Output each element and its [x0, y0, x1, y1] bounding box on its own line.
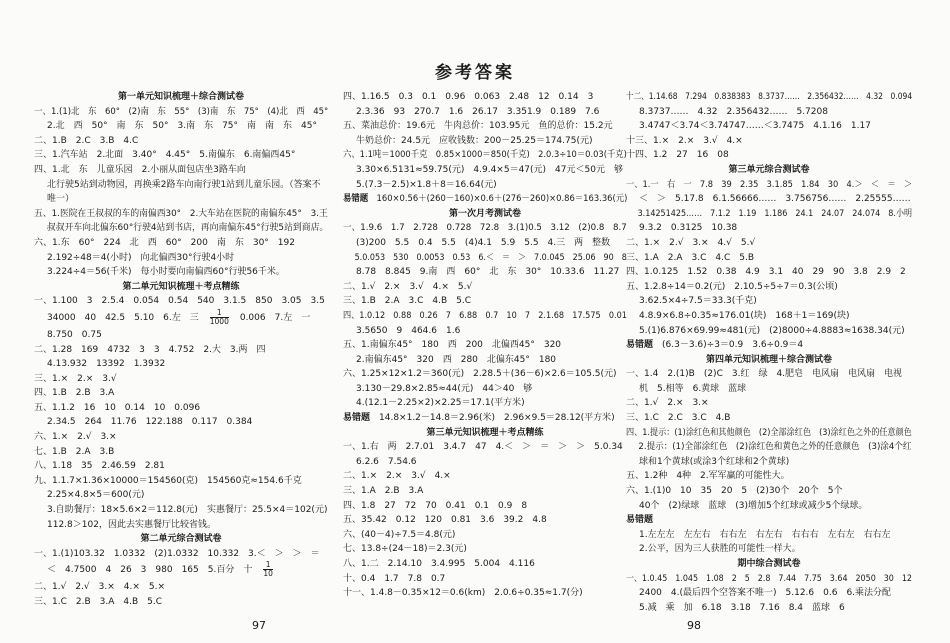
answer-line	[343, 192, 627, 207]
error-question-label: 易错题	[626, 515, 654, 526]
answer-line	[343, 557, 627, 572]
answer-line	[343, 396, 627, 411]
answer-line	[34, 148, 328, 163]
answer-line	[34, 251, 328, 266]
answer-line	[626, 280, 912, 295]
line-text: 三、1.A 2.B 3.A	[343, 486, 424, 497]
line-text: 北行驶5站到动物园，再换乘2路车向南行驶1站到儿童乐园。（答案不	[47, 179, 321, 190]
answer-line	[34, 561, 328, 580]
answer-line	[343, 484, 627, 499]
line-text: 一、1.一 右 一 7.8 39 2.35 3.1.85 1.84 30 4.＞ ＜ ＝ ＞	[626, 179, 912, 190]
line-text: 2.25×4.8×5＝600(元)	[47, 490, 145, 501]
answer-line	[626, 572, 912, 587]
answer-line	[626, 601, 912, 616]
line-text: 2.192÷48＝4(小时) 向北偏西30°行驶4小时	[47, 252, 235, 263]
answer-line	[343, 440, 627, 455]
answer-line	[343, 338, 627, 353]
answer-line	[343, 178, 627, 193]
page-title: 参考答案	[435, 63, 515, 83]
line-text: 3.5650 9 464.6 1.6	[356, 325, 461, 336]
line-text: 2.34.5 264 11.76 122.188 0.117 0.384	[47, 417, 253, 428]
answer-line	[34, 474, 328, 489]
line-text: 四、1.北 东 儿童乐园 2.小丽从面包店坐3路车向	[34, 164, 246, 175]
answer-line	[34, 386, 328, 401]
line-text: 8.78 8.845 9.南 西 60° 北 东 30° 10.33.6 11.27	[356, 267, 620, 278]
line-text: 五、1.南偏东45° 180 西 200 北偏西45° 320	[343, 340, 562, 351]
line-text: 四、1.0.125 1.52 0.38 4.9 3.1 40 29 90 3.8 2.9 2	[626, 267, 906, 278]
section-heading: 第一单元知识梳理＋综合测试卷	[117, 92, 244, 102]
answer-line	[343, 251, 627, 266]
answer-line	[34, 459, 328, 474]
fraction	[263, 561, 273, 578]
line-text: 三、1.C 2.C 3.C 4.B	[626, 413, 731, 424]
answer-line	[343, 513, 627, 528]
answer-line	[343, 411, 627, 426]
answer-line	[626, 411, 912, 426]
answer-line	[626, 440, 912, 455]
line-text: (6.3－3.6)÷3＝0.9 3.6÷0.9＝4	[662, 340, 804, 351]
line-text: 十一、1.4.8－0.35×12＝0.6(km) 2.0.6÷0.35≈1.7(分)	[343, 588, 583, 599]
answer-line	[626, 207, 912, 222]
line-text: 8.750 0.75	[47, 329, 102, 340]
answer-line	[626, 251, 912, 266]
answer-line	[626, 148, 912, 163]
line-text: 牛奶总价：24.5元 应收钱数：200－25.25＝174.75(元)	[356, 135, 593, 146]
answer-line	[626, 265, 912, 280]
line-text: 九、1.1.7×1.36×10000＝154560(克) 154560克≈154.6千克	[34, 475, 302, 486]
line-text: 160×0.56＋(260－160)×0.6＋(276－260)×0.86＝163.36(元)	[376, 194, 627, 205]
section-heading: 第二单元综合测试卷	[140, 534, 222, 545]
answer-line	[34, 309, 328, 328]
answer-line	[626, 499, 912, 514]
answer-line	[34, 503, 328, 518]
answer-line	[343, 294, 627, 309]
answer-line	[626, 178, 912, 193]
answer-line	[343, 221, 627, 236]
answer-line	[343, 382, 627, 397]
answer-line	[34, 547, 328, 562]
line-text: 三、1.汽车站 2.北面 3.40° 4.45° 5.南偏东 6.南偏西45°	[34, 150, 296, 161]
line-text: 机 5.相等 6.黄球 蓝球	[639, 383, 747, 394]
line-text: 二、1.√ 2.√ 3.× 4.× 5.×	[34, 582, 166, 593]
answer-line	[626, 455, 912, 470]
line-text: 2.南偏东45° 320 西 280 北偏东45° 180	[356, 354, 557, 365]
line-text: 3.14251425…… 7.1.2 1.19 1.186 24.1 24.07 24.074 8.小明	[637, 208, 912, 219]
answer-line	[626, 236, 912, 251]
answer-line	[343, 280, 627, 295]
line-text: 8.3737…… 4.32 2.356432…… 5.7208	[639, 106, 828, 117]
line-text: 四、1.0.12 0.88 0.26 7 6.88 0.7 10 7 2.1.68 17.575 0.01	[343, 310, 627, 321]
line-text: 34000 40 42.5 5.10 6.左 三	[47, 312, 208, 323]
line-text: 一、1.100 3 2.5.4 0.054 0.54 540 3.1.5 850 3.05 3.5	[34, 296, 325, 307]
answer-line	[343, 455, 627, 470]
line-text: 40个 (2)绿球 蓝球 (3)增加5个红球或减少5个绿球。	[639, 500, 868, 511]
section-heading: 第三单元综合测试卷	[728, 164, 810, 175]
answer-line	[343, 324, 627, 339]
answer-line	[34, 518, 328, 533]
answer-line	[343, 469, 627, 484]
page-number-left: 97	[252, 619, 266, 632]
fraction-numerator: 1	[263, 561, 273, 570]
error-question-label: 易错题	[343, 194, 369, 205]
answer-line	[34, 357, 328, 372]
answer-line	[343, 367, 627, 382]
answer-line	[343, 572, 627, 587]
line-text: 五、1.2种 4种 2.军军赢的可能性大。	[626, 471, 790, 482]
line-text: 十二、1.14.68 7.294 0.838383 8.3737…… 2.356432…… 4.32 0.094	[626, 92, 912, 102]
line-text: 二、1.√ 2.× 3.×	[626, 398, 709, 409]
line-text: 五、1.1.2 16 10 0.14 10 0.096	[34, 402, 201, 413]
answer-line	[626, 367, 912, 382]
answer-line	[626, 105, 912, 120]
line-text: 5.0.053 530 0.0053 0.53 6.＜ ＝ ＞ 7.0.045 25.06 90 8	[354, 252, 627, 263]
line-text: 一、1.9.6 1.7 2.728 0.728 72.8 3.(1)0.5 3.12 (2)0.8 8.7	[343, 223, 627, 234]
answer-column-left	[34, 90, 328, 622]
line-text: 五、35.42 0.12 120 0.81 3.6 39.2 4.8	[343, 515, 547, 526]
line-text: 五、1.医院在王叔叔的车的南偏西30° 2.大车站在医院的南偏东45° 3.王	[34, 208, 328, 219]
line-text: 4.13.932 13392 1.3932	[47, 359, 166, 370]
answer-line	[626, 192, 912, 207]
answer-line	[34, 372, 328, 387]
line-text: 四、1.16.5 0.3 0.1 0.96 0.063 2.48 12 0.14 3	[343, 92, 594, 102]
answer-line	[626, 382, 912, 397]
answer-line	[626, 90, 912, 105]
line-text: 3.62.5×4÷7.5＝33.3(千克)	[639, 296, 757, 307]
answer-line	[34, 207, 328, 222]
line-text: 十三、1.× 2.× 3.√ 4.×	[626, 135, 743, 146]
line-text: 三、1.× 2.× 3.√	[34, 373, 117, 384]
answer-line	[626, 396, 912, 411]
line-text: 十、0.4 1.7 7.8 0.7	[343, 573, 446, 584]
answer-line	[343, 105, 627, 120]
line-text: 一、1.(1)北 东 60° (2)南 东 55° (3)南 东 75° (4)北 西 45°	[34, 106, 328, 117]
line-text: 六、1.25×12×1.2＝360(元) 2.28.5＋(36－6)×2.6＝105.5(元)	[343, 369, 617, 380]
fraction	[210, 309, 229, 326]
answer-line	[34, 328, 328, 343]
line-text: 七、13.8÷(24－18)＝2.3(元)	[343, 544, 467, 555]
fraction-numerator: 1	[210, 309, 229, 318]
line-text: 112.8＞102，因此去实惠餐厅比较省钱。	[47, 519, 216, 530]
answer-line	[626, 134, 912, 149]
line-text: 二、1.√ 2.× 3.√ 4.× 5.√	[343, 281, 473, 292]
section-heading: 第二单元知识梳理＋考点精练	[122, 281, 240, 292]
line-text: 3.224÷4＝56(千米) 每小时要向南偏西60°行驶56千米。	[47, 267, 285, 278]
line-text: 唯一）	[47, 194, 75, 205]
answer-line	[34, 105, 328, 120]
line-text: 六、(40－4)÷7.5＝4.8(元)	[343, 529, 456, 540]
answer-line	[343, 134, 627, 149]
line-text: 五、1.2.8÷14＝0.2(元) 2.10.5÷5÷7＝0.3(公顷)	[626, 281, 838, 292]
answer-line	[626, 528, 912, 543]
line-text: 1.左左左 左左右 右右左 右左右 右右右 左右左 右右左	[639, 529, 891, 540]
answer-line	[34, 178, 328, 193]
line-text: 4.8.9×6.8÷0.35≈176.01(块) 168＋1＝169(块)	[639, 310, 850, 321]
line-text: 六、1.(1)0 10 35 20 5 (2)30个 20个 5个	[626, 486, 843, 497]
answer-line	[34, 192, 328, 207]
answer-line	[626, 469, 912, 484]
line-text: 2.北 西 50° 南 东 50° 3.南 东 75° 南 南 东 45°	[47, 121, 317, 132]
answer-line	[343, 528, 627, 543]
line-text: 七、1.B 2.A 3.B	[34, 446, 115, 457]
line-text: 三、1.A 2.A 3.C 4.C 5.B	[626, 252, 754, 263]
answer-line	[626, 338, 912, 353]
line-text: 3.30×6.5131≈59.75(元) 4.9.4×5＝47(元) 47元＜50元 够	[356, 164, 623, 175]
answer-line	[626, 294, 912, 309]
line-text: ＜ 4.7500 4 26 3 980 165 5.百分 十	[47, 565, 262, 576]
line-text: ＜ ＞ 5.17.8 6.1.56666…… 3.756756…… 2.25555……	[639, 194, 911, 205]
answer-line	[34, 415, 328, 430]
answer-line	[34, 343, 328, 358]
line-text: 六、1.东 60° 224 北 西 60° 200 南 东 30° 192	[34, 237, 295, 248]
answer-line	[34, 119, 328, 134]
answer-line	[34, 488, 328, 503]
line-text: 3.自助餐厅：18×5.6×2＝112.8(元) 实惠餐厅：25.5×4＝102(元)	[47, 505, 328, 516]
line-text: 八、1.18 35 2.46.59 2.81	[34, 461, 165, 472]
answer-line	[34, 430, 328, 445]
line-text: 2.提示：(1)全部涂红色 (2)涂红色和黄色之外的任意颜色 (3)涂4个红	[638, 442, 912, 453]
answer-line	[343, 90, 627, 105]
fraction-denominator: 1000	[209, 316, 229, 326]
answer-line	[343, 499, 627, 514]
answer-line	[343, 265, 627, 280]
answer-line	[34, 595, 328, 610]
line-text: 十四、1.2 27 16 08	[626, 150, 729, 161]
answer-line	[343, 353, 627, 368]
line-text: 3.4747＜3.74＜3.74747……＜3.7475 4.1.16 1.17	[639, 121, 871, 132]
line-text: 3.130－29.8×2.85≈44(元) 44＞40 够	[356, 383, 533, 394]
answer-line	[34, 265, 328, 280]
line-text: 叔叔开车向北偏东60°行驶4站到书店，再向南偏东45°行驶5站到商店。	[46, 223, 328, 234]
answer-line	[34, 294, 328, 309]
line-text: 5.减 乘 加 6.18 3.18 7.16 8.4 蓝球 6	[639, 602, 845, 613]
answer-line	[34, 163, 328, 178]
line-text: 四、1.提示：(1)涂红色和其他颜色 (2)全部涂红色 (3)涂红色之外的任意颜色	[626, 427, 912, 438]
answer-line	[34, 401, 328, 416]
line-text: 5.(1)6.876×69.99≈481(元) (2)8000÷4.8883≈1638.34(元)	[639, 325, 905, 336]
line-text: (3)200 5.5 0.4 5.5 (4)4.1 5.9 5.5 4.三 两 整数	[356, 237, 611, 248]
line-text: 一、1.0.45 1.045 1.08 2 5 2.8 7.44 7.75 3.64 2050 30 12	[626, 573, 912, 584]
answer-line	[343, 542, 627, 557]
answer-line	[626, 426, 912, 441]
answer-column-middle	[343, 90, 627, 622]
answer-line	[343, 119, 627, 134]
answer-line	[343, 148, 627, 163]
answer-line	[626, 324, 912, 339]
line-text: 0.006 7.左 一	[230, 312, 311, 323]
section-heading: 期中综合测试卷	[737, 559, 801, 569]
page-number-right: 98	[687, 619, 701, 632]
line-text: 一、1.(1)103.32 1.0332 (2)1.0332 10.332 3.＜ ＞ ＞ ＝	[34, 548, 320, 559]
line-text: 2.公平，因为三人获胜的可能性一样大。	[639, 544, 801, 555]
line-text: 二、1.× 2.√ 3.× 4.√ 5.√	[626, 237, 756, 248]
line-text: 六、1.1吨＝1000千克 0.85×1000＝850(千克) 2.0.3÷10＝0.03(千克)	[343, 150, 627, 161]
line-text: 一、1.右 两 2.7.01 3.4.7 47 4.＜ ＞ ＝ ＞ ＞ 5.0.34	[343, 442, 623, 453]
line-text: 一、1.4 2.(1)B (2)C 3.红 绿 4.肥皂 电风扇 电风扇 电视	[626, 369, 903, 380]
line-text: 二、1.× 2.× 3.√ 4.×	[343, 471, 451, 482]
answer-line	[626, 513, 912, 528]
line-text: 二、1.B 2.C 3.B 4.C	[34, 135, 139, 146]
answer-line	[626, 119, 912, 134]
line-text: 2400 4.(最后四个空答案不唯一) 5.12.6 0.6 6.乘法分配	[639, 588, 892, 599]
line-text: 2.3.36 93 270.7 1.6 26.17 3.351.9 0.189 7.6	[356, 106, 600, 117]
section-heading: 第三单元知识梳理＋考点精练	[426, 427, 544, 438]
answer-line	[343, 586, 627, 601]
answer-line	[34, 221, 328, 236]
line-text: 四、1.B 2.B 3.A	[34, 388, 115, 399]
line-text: 球和1个黄球(或涂3个红球和2个黄球)	[639, 456, 790, 467]
line-text: 4.(12.1－2.25×2)×2.25＝17.1(平方米)	[356, 398, 525, 409]
line-text: 二、1.28 169 4732 3 3 4.752 2.大 3.两 四	[34, 344, 266, 355]
answer-line	[343, 309, 627, 324]
line-text: 5.(7.3－2.5)×1.8＋8＝16.64(元)	[356, 179, 497, 190]
answer-line	[626, 542, 912, 557]
answer-line	[343, 236, 627, 251]
line-text: 14.8×1.2－14.8＝2.96(米) 2.96×9.5＝28.12(平方米)	[379, 413, 615, 424]
error-question-label: 易错题	[343, 413, 371, 424]
line-text: 六、1.× 2.√ 3.×	[34, 432, 117, 443]
line-text: 八、1.二 2.14.10 3.4.995 5.004 4.116	[343, 559, 535, 569]
answer-line	[626, 221, 912, 236]
line-text: 9.3.2 0.3125 10.38	[639, 223, 738, 234]
answer-line	[34, 445, 328, 460]
line-text: 6.2.6 7.54.6	[356, 456, 417, 467]
line-text: 四、1.8 27 72 70 0.41 0.1 0.9 8	[343, 500, 528, 511]
answer-line	[34, 580, 328, 595]
answer-line	[626, 309, 912, 324]
line-text: 三、1.C 2.B 3.A 4.B 5.C	[34, 597, 163, 607]
answer-line	[626, 484, 912, 499]
answer-line	[343, 163, 627, 178]
answer-line	[626, 586, 912, 601]
answer-line	[34, 134, 328, 149]
error-question-label: 易错题	[626, 340, 654, 351]
answer-line	[34, 236, 328, 251]
section-heading: 第一次月考测试卷	[448, 208, 521, 219]
answer-column-right	[626, 90, 912, 622]
line-text: 五、菜油总价：19.6元 牛肉总价：103.95元 鱼的总价：15.2元	[343, 121, 613, 132]
line-text: 三、1.B 2.A 3.C 4.B 5.C	[343, 296, 472, 307]
fraction-denominator: 10	[263, 569, 273, 579]
section-heading: 第四单元知识梳理＋综合测试卷	[705, 354, 832, 365]
